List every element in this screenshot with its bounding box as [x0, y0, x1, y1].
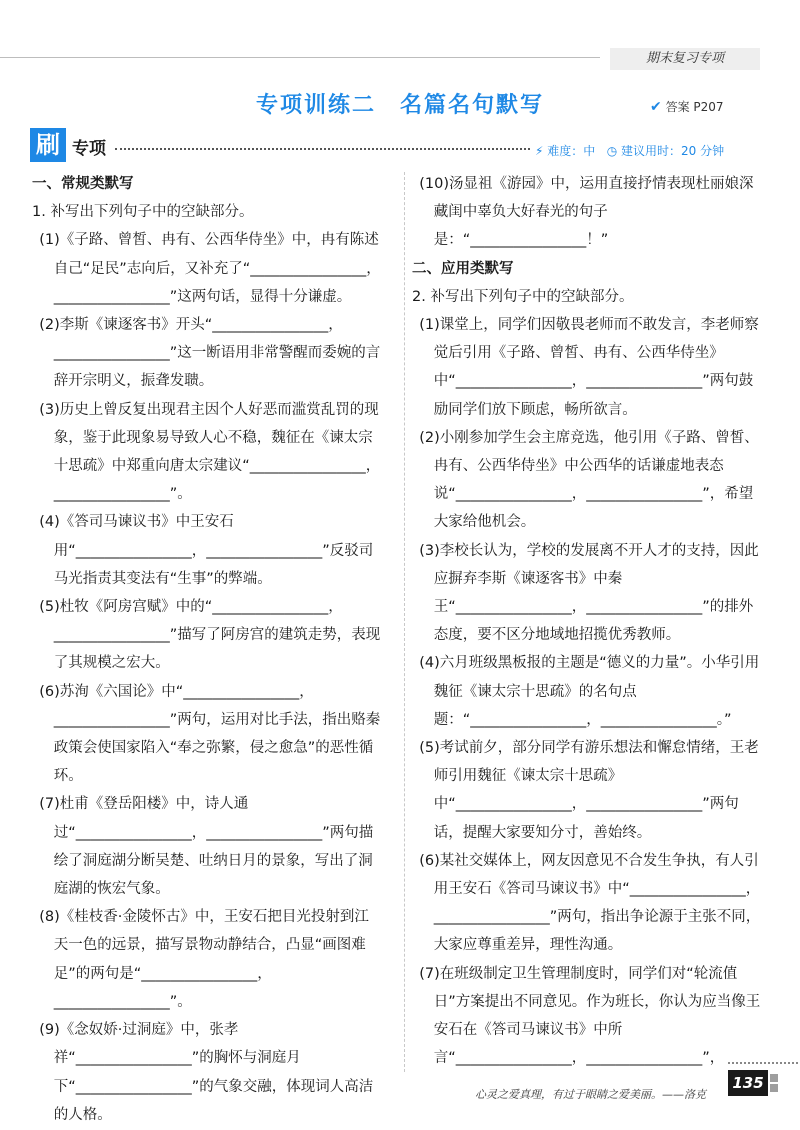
fill-item: (1)《子路、曾皙、冉有、公西华侍坐》中，冉有陈述自己“足民”志向后，又补充了“________________，________________”这两句话，显得十分谦虚。 — [39, 232, 381, 305]
answer-page: P207 — [693, 100, 724, 114]
checkmark-icon: ✔ — [650, 99, 662, 115]
footer-dotted-rule — [728, 1062, 798, 1064]
question-stem: 1. 补写出下列句子中的空缺部分。 — [32, 204, 254, 221]
fill-item: (3)李校长认为，学校的发展离不开人才的支持，因此应摒弃李斯《谏逐客书》中秦王“________________，________________”的排外态度，要不区分地域地招揽优秀教师。 — [419, 542, 759, 644]
fill-item: (9)《念奴娇·过洞庭》中，张孝祥“________________”的胸怀与洞庭月下“________________”的气象交融，体现词人高洁的人格。 — [39, 1022, 374, 1123]
fill-item: (6)某社交媒体上，网友因意见不合发生争执，有人引用王安石《答司马谏议书》中“________________，________________”两句，指出争论源于主张不同，大家应尊重差异，理性沟通。 — [419, 852, 761, 954]
fill-item: (5)杜牧《阿房宫赋》中的“________________，________________”描写了阿房宫的建筑走势，表现了其规模之宏大。 — [39, 599, 381, 672]
fill-item: (7)杜甫《登岳阳楼》中，诗人通过“________________，________________”两句描绘了洞庭湖分断吴楚、吐纳日月的景象，写出了洞庭湖的恢宏气象。 — [39, 796, 374, 898]
answer-ref — [650, 98, 724, 115]
difficulty-icon: ⚡ — [535, 144, 544, 158]
question-stem: 2. 补写出下列句子中的空缺部分。 — [412, 288, 634, 305]
fill-item: (1)课堂上，同学们因敬畏老师而不敢发言，李老师察觉后引用《子路、曾皙、冉有、公西华侍坐》中“________________，________________”两句鼓励同学们放下顾虑，畅所欲言。 — [419, 317, 759, 418]
fill-item: (7)在班级制定卫生管理制度时，同学们对“轮流值日”方案提出不同意见。作为班长，你认为应当像王安石在《答司马谏议书》中所言“________________，________________”， — [419, 965, 761, 1067]
top-rule — [0, 57, 600, 58]
section-heading: 一、常规类默写 — [32, 176, 134, 192]
column-divider — [404, 172, 405, 1072]
page-title: 专项训练二 名篇名句默写 — [255, 93, 544, 118]
difficulty: 难度：中 — [547, 144, 596, 158]
corner-grid-icon — [770, 1072, 778, 1094]
fill-item: (4)六月班级黑板报的主题是“德义的力量”。小华引用魏征《谏太宗十思疏》的名句点题：“________________，________________。” — [419, 655, 760, 728]
top-bar — [0, 48, 800, 70]
fill-item: (5)考试前夕，部分同学有游乐想法和懈怠情绪，王老师引用魏征《谏太宗十思疏》中“________________，________________”两句话，提醒大家要知分寸，善始终。 — [419, 740, 759, 841]
fill-item: (3)历史上曾反复出现君主因个人好恶而滥赏乱罚的现象，鉴于此现象易导致人心不稳，魏征在《谏太宗十思疏》中郑重向唐太宗建议“________________，________________”。 — [39, 401, 381, 503]
banner-label: 专项 — [72, 139, 106, 159]
left-column — [32, 170, 382, 1129]
fill-item: (2)小刚参加学生会主席竞选，他引用《子路、曾皙、冉有、公西华侍坐》中公西华的话谦虚地表态说“________________，________________”，希望大家给他机会。 — [419, 429, 759, 531]
section-heading: 二、应用类默写 — [412, 260, 514, 277]
footer-quote: 心灵之爱真理，有过于眼睛之爱美丽。——洛克 — [475, 1088, 706, 1101]
exercise-meta — [535, 142, 724, 159]
fill-item: (6)苏洵《六国论》中“________________，________________”两句，运用对比手法，指出赂秦政策会使国家陷入“奉之弥繁，侵之愈急”的恶性循环。 — [39, 683, 381, 785]
fill-item: (2)李斯《谏逐客书》开头“________________，________________”这一断语用非常警醒而委婉的言辞开宗明义，振聋发聩。 — [39, 317, 381, 390]
fill-item: (4)《答司马谏议书》中王安石用“________________，________________”反驳司马光指责其变法有“生事”的弊端。 — [39, 514, 374, 587]
fill-item: (8)《桂枝香·金陵怀古》中，王安石把目光投射到江天一色的远景，描写景物动静结合，凸显“画图难足”的两句是“________________，________________”。 — [39, 909, 369, 1010]
clock-icon: ◷ — [606, 144, 618, 158]
brush-badge: 刷 — [30, 128, 66, 162]
section-tag: 期末复习专项 — [610, 48, 760, 70]
page-number: 135 — [728, 1070, 768, 1096]
fill-item: (10)汤显祖《游园》中，运用直接抒情表现杜丽娘深藏闺中辜负大好春光的句子是：“________________！” — [419, 176, 754, 249]
right-column — [412, 170, 762, 1073]
answer-label: 答案 — [665, 100, 690, 114]
suggested-time: 建议用时：20 分钟 — [621, 144, 725, 158]
dotted-leader — [115, 148, 530, 150]
